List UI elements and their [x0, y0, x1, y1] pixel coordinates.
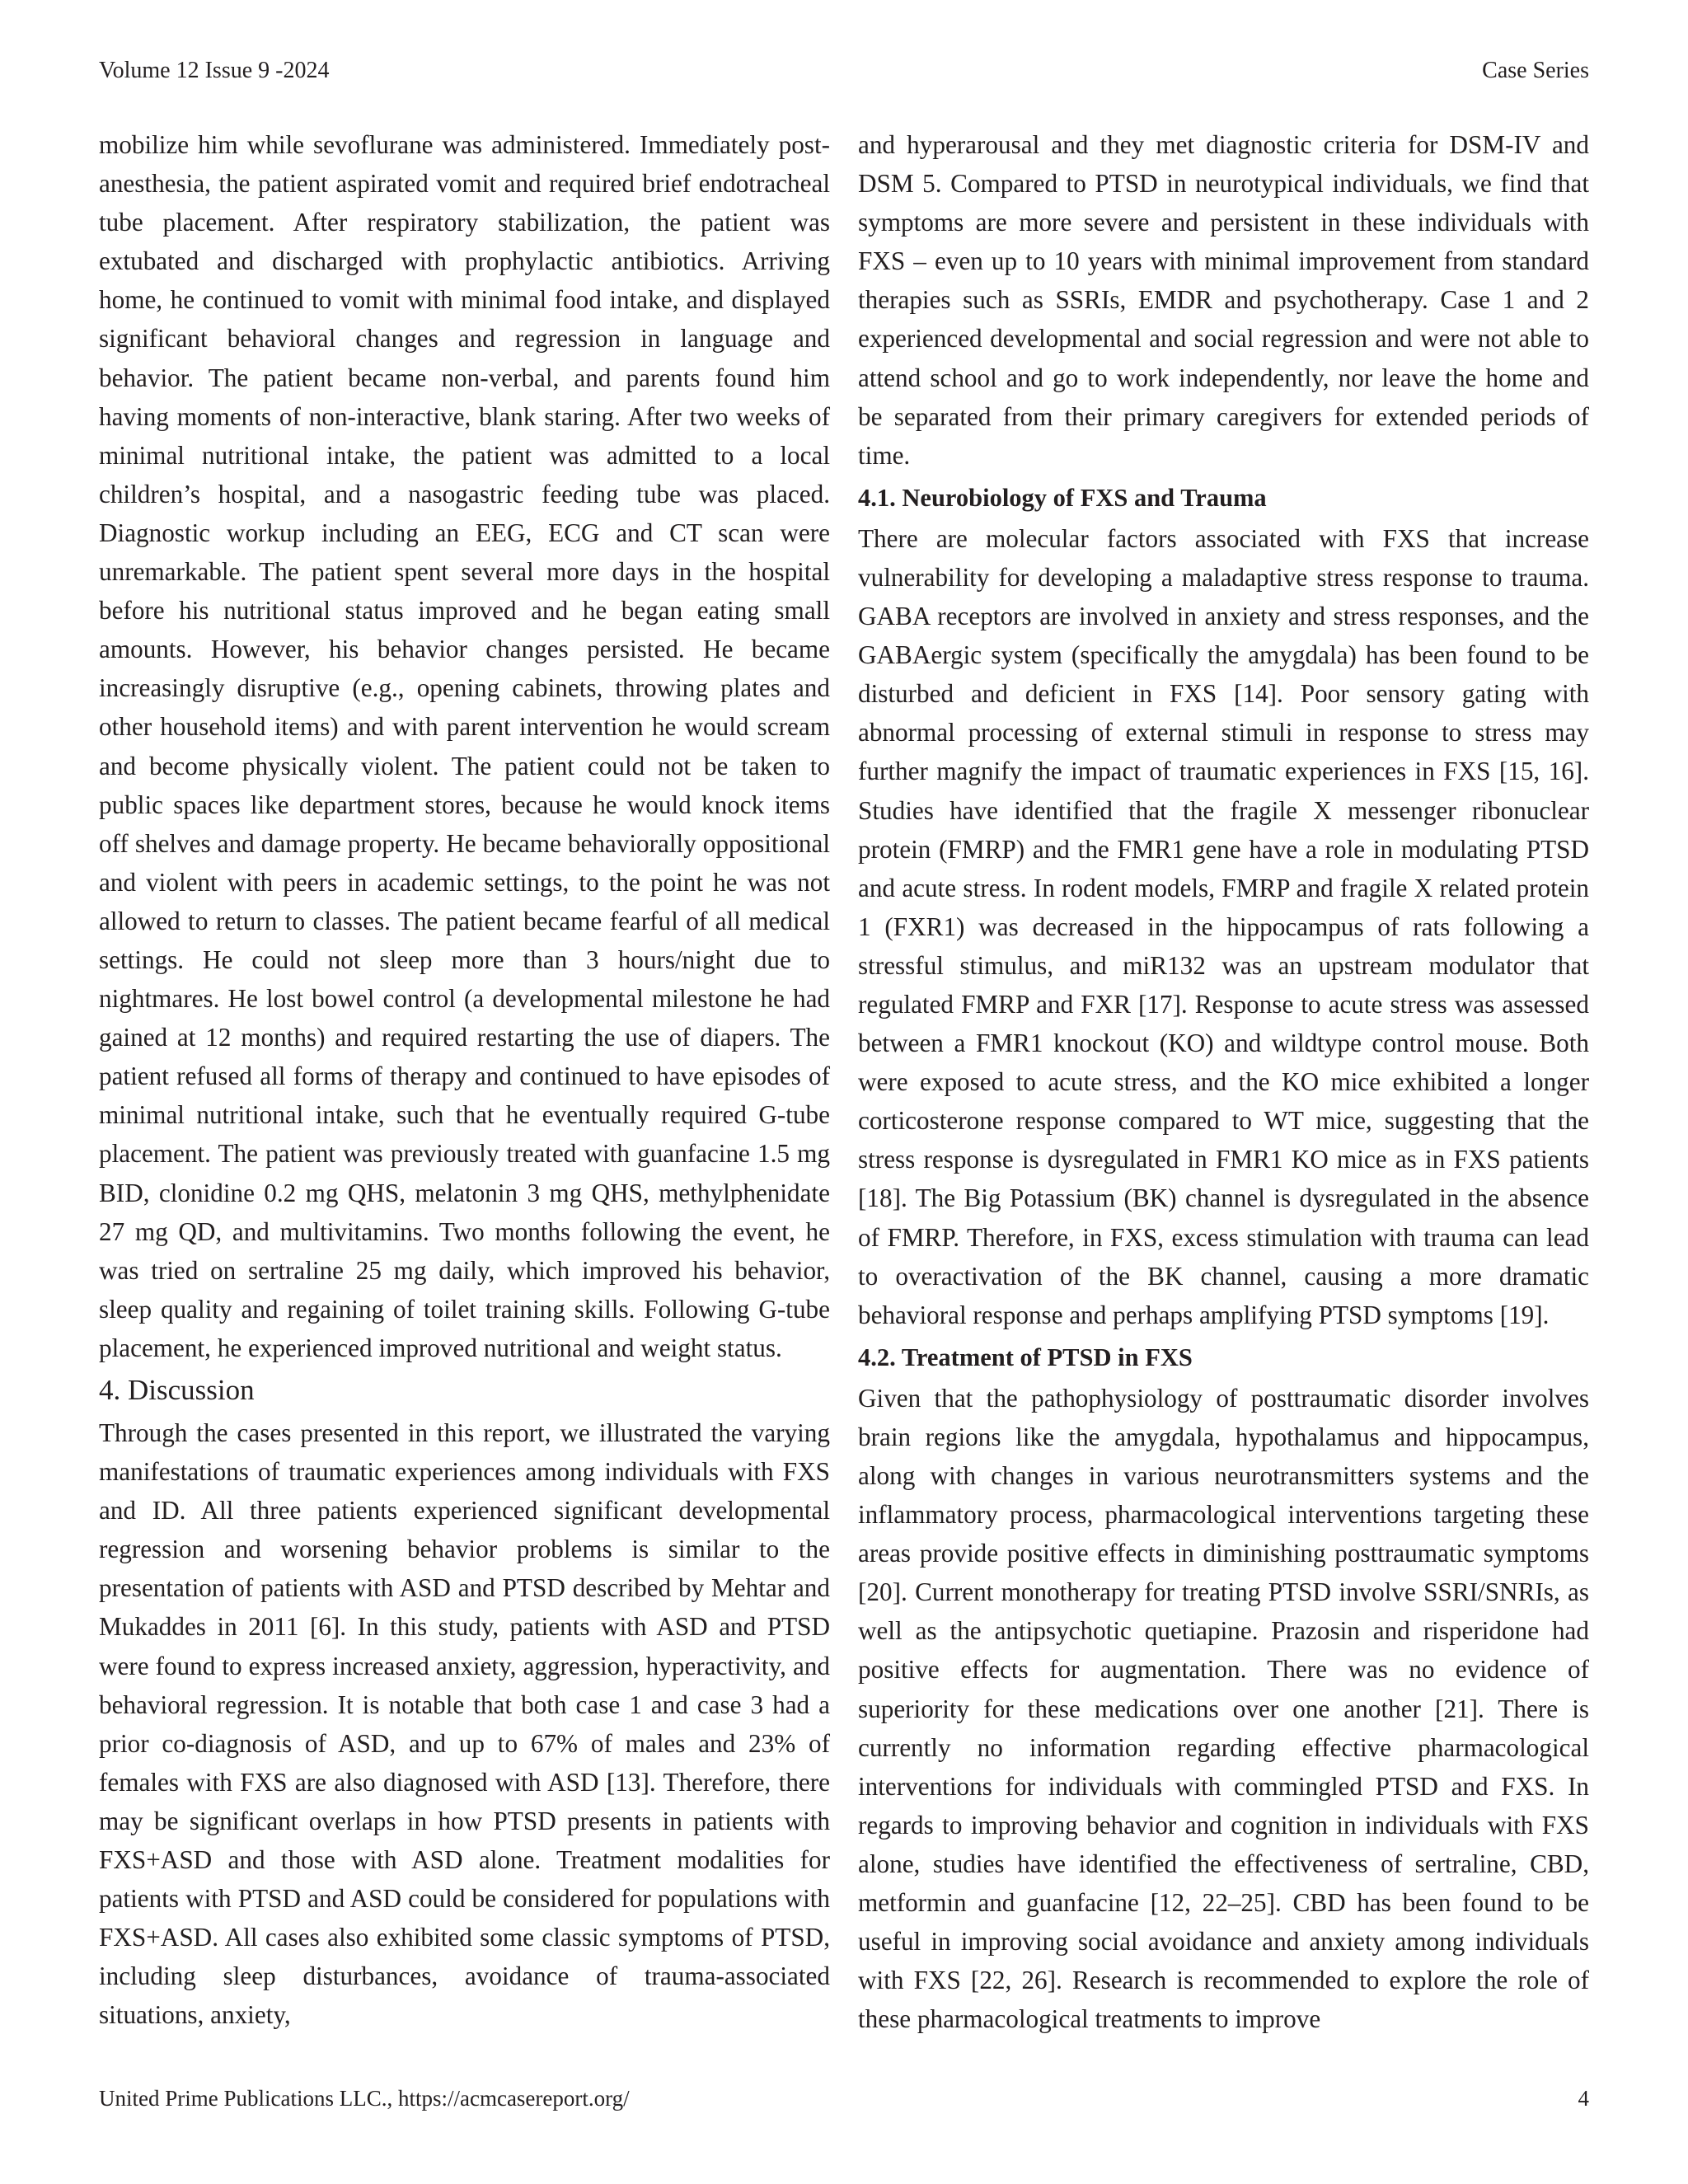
neurobiology-paragraph: There are molecular factors associated with FXS that increase vulnerability for developing a maladaptive stress response to trauma. GABA receptors are involved in anxiety and stress responses, and the GABAergic system (specifically the amygdala) has been found to be disturbed and deficient in FXS [14]. Poor sensory gating with abnormal processing of external stimuli in response to stress may further magnify the impact of traumatic experiences in FXS [15, 16]. Studies have identified that the fragile X messenger ribonuclear protein (FMRP) and the FMR1 gene have a role in modulating PTSD and acute stress. In rodent models, FMRP and fragile X related protein 1 (FXR1) was decreased in the hippocampus of rats following a stressful stimulus, and miR132 was an upstream modulator that regulated FMRP and FXR [17]. Response to acute stress was assessed between a FMR1 knockout (KO) and wildtype control mouse. Both were exposed to acute stress, and the KO mice exhibited a longer corticosterone response compared to WT mice, suggesting that the stress response is dysregulated in FMR1 KO mice as in FXS patients [18]. The Big Potassium (BK) channel is dysregulated in the absence of FMRP. Therefore, in FXS, excess stimulation with trauma can lead to overactivation of the BK channel, causing a more dramatic behavioral response and perhaps amplifying PTSD symptoms [19].: [858, 523, 1589, 1329]
page-footer: [99, 2082, 1589, 2115]
article-type: Case Series: [1482, 58, 1589, 83]
discussion-continued-paragraph: and hyperarousal and they met diagnostic criteria for DSM-IV and DSM 5. Compared to PTSD in neurotypical individuals, we find that symptoms are more severe and persistent in these individuals with FXS – even up to 10 years with minimal improvement from standard therapies such as SSRIs, EMDR and psychotherapy. Case 1 and 2 experienced developmental and social regression and were not able to attend school and go to work independently, nor leave the home and be separated from their primary caregivers for extended periods of time.: [858, 130, 1589, 470]
volume-issue: Volume 12 Issue 9 -2024: [99, 58, 330, 83]
left-column: [99, 125, 830, 2035]
treatment-paragraph: Given that the pathophysiology of posttraumatic disorder involves brain regions like the amygdala, hypothalamus and hippocampus, along with changes in various neurotransmitters systems and the inflammatory process, pharmacological interventions targeting these areas provide positive effects in diminishing posttraumatic symptoms [20]. Current monotherapy for treating PTSD involve SSRI/SNRIs, as well as the antipsychotic quetiapine. Prazosin and risperidone had positive effects for augmentation. There was no evidence of superiority for these medications over one another [21]. There is currently no information regarding effective pharmacological interventions for individuals with commingled PTSD and FXS. In regards to improving behavior and cognition in individuals with FXS alone, studies have identified the effectiveness of sertraline, CBD, metformin and guanfacine [12, 22–25]. CBD has been found to be useful in improving social avoidance and anxiety among individuals with FXS [22, 26]. Research is recommended to explore the role of these pharmacological treatments to improve: [858, 1383, 1589, 2034]
publisher-link[interactable]: United Prime Publications LLC., https://acmcasereport.org/: [99, 2086, 630, 2111]
page-number: 4: [1578, 2086, 1589, 2111]
case-narrative-paragraph: mobilize him while sevoflurane was administered. Immediately post-anesthesia, the patient aspirated vomit and required brief endotracheal tube placement. After respiratory stabilization, the patient was extubated and discharged with prophylactic antibiotics. Arriving home, he continued to vomit with minimal food intake, and displayed significant behavioral changes and regression in language and behavior. The patient became non-verbal, and parents found him having moments of non-interactive, blank staring. After two weeks of minimal nutritional intake, the patient was admitted to a local children’s hospital, and a nasogastric feeding tube was placed. Diagnostic workup including an EEG, ECG and CT scan were unremarkable. The patient spent several more days in the hospital before his nutritional status improved and he began eating small amounts. However, his behavior changes persisted. He became increasingly disruptive (e.g., opening cabinets, throwing plates and other household items) and with parent intervention he would scream and become physically violent. The patient could not be taken to public spaces like department stores, because he would knock items off shelves and damage property. He became behaviorally oppositional and violent with peers in academic settings, to the point he was not allowed to return to classes. The patient became fearful of all medical settings. He could not sleep more than 3 hours/night due to nightmares. He lost bowel control (a developmental milestone he had gained at 12 months) and required restarting the use of diapers. The patient refused all forms of therapy and continued to have episodes of minimal nutritional intake, such that he eventually required G-tube placement. The patient was previously treated with guanfacine 1.5 mg BID, clonidine 0.2 mg QHS, melatonin 3 mg QHS, methylphenidate 27 mg QD, and multivitamins. Two months following the event, he was tried on sertraline 25 mg daily, which improved his behavior, sleep quality and regaining of toilet training skills. Following G-tube placement, he experienced improved nutritional and weight status.: [99, 130, 830, 1362]
discussion-heading: 4. Discussion: [99, 1374, 255, 1406]
discussion-paragraph: Through the cases presented in this report, we illustrated the varying manifestations of traumatic experiences among individuals with FXS and ID. All three patients experienced significant developmental regression and worsening behavior problems is similar to the presentation of patients with ASD and PTSD described by Mehtar and Mukaddes in 2011 [6]. In this study, patients with ASD and PTSD were found to express increased anxiety, aggression, hyperactivity, and behavioral regression. It is notable that both case 1 and case 3 had a prior co-diagnosis of ASD, and up to 67% of males and 23% of females with FXS are also diagnosed with ASD [13]. Therefore, there may be significant overlaps in how PTSD presents in patients with FXS+ASD and those with ASD alone. Treatment modalities for patients with PTSD and ASD could be considered for populations with FXS+ASD. All cases also exhibited some classic symptoms of PTSD, including sleep disturbances, avoidance of trauma-associated situations, anxiety,: [99, 1418, 830, 2030]
neurobiology-heading: 4.1. Neurobiology of FXS and Trauma: [858, 483, 1267, 512]
running-header: [99, 54, 1589, 87]
right-column: [858, 125, 1589, 2038]
treatment-heading: 4.2. Treatment of PTSD in FXS: [858, 1343, 1193, 1371]
